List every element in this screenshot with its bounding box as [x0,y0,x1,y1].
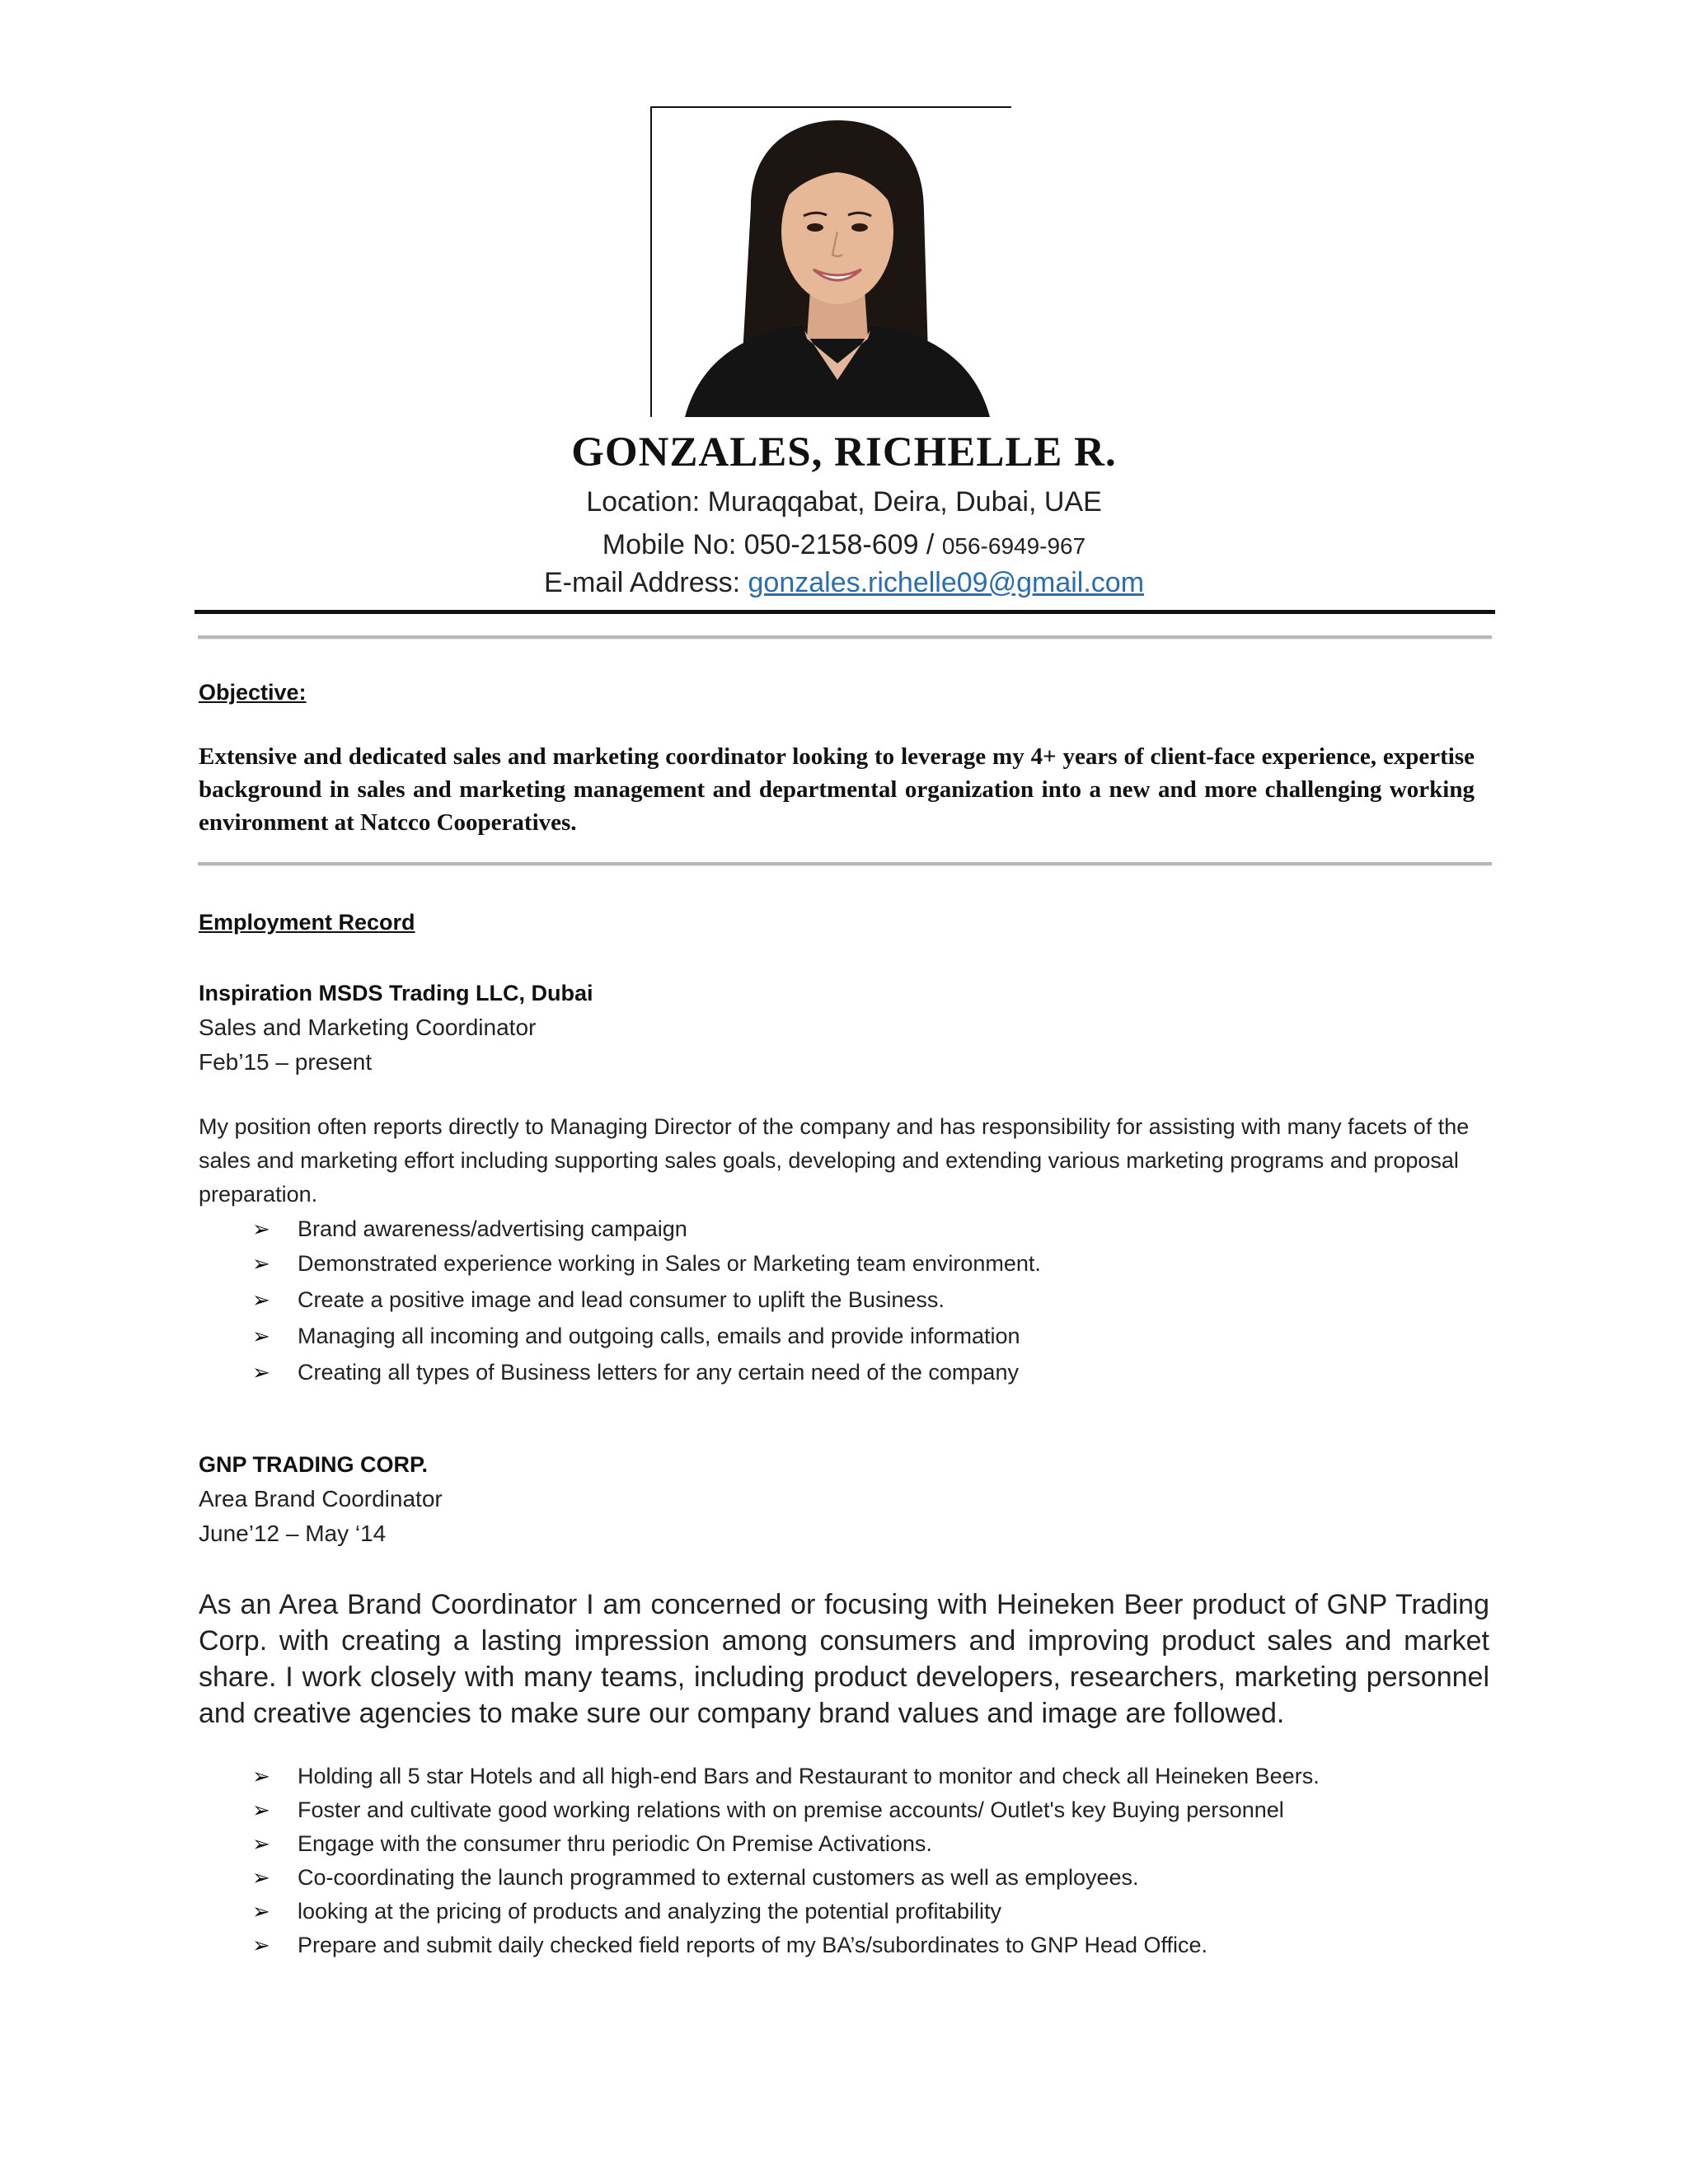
bullet-text: Brand awareness/advertising campaign [298,1216,687,1241]
job-entry-1 [199,976,1484,1080]
job-bullets-1 [199,1212,1484,1391]
email-link[interactable]: gonzales.richelle09@gmail.com [748,567,1145,598]
job-company: GNP TRADING CORP. [199,1452,429,1477]
list-item [199,1355,1484,1391]
job-description-1: My position often reports directly to Managing Director of the company and has responsibility for assisting with many facets of the sales and marketing effort including supporting sales goals, developing and extending various marketing programs and proposal preparation. [199,1114,1470,1207]
bullet-text: Prepare and submit daily checked field reports of my BA’s/subordinates to GNP Head Office. [298,1933,1208,1957]
arrow-bullet-icon: ➢ [252,1831,270,1856]
objective-text: Extensive and dedicated sales and marketing coordinator looking to leverage my 4+ years of client-face experience, expertise background in sales and marketing management and departmental organization into a new and more challenging working environment at Natcco Cooperatives. [199,743,1475,836]
arrow-bullet-icon: ➢ [252,1933,270,1957]
portrait-illustration [652,108,1011,417]
arrow-bullet-icon: ➢ [252,1797,270,1822]
list-item [199,1827,1484,1861]
location-line: Location: Muraqqabat, Deira, Dubai, UAE [586,486,1102,518]
list-item [199,1929,1484,1962]
arrow-bullet-icon: ➢ [252,1899,270,1924]
employment-heading: Employment Record [199,910,415,935]
list-item [199,1760,1484,1793]
bullet-text: Engage with the consumer thru periodic On Premise Activations. [298,1831,932,1856]
job-role: Area Brand Coordinator [199,1486,443,1511]
list-item [199,1861,1484,1895]
bullet-text: Creating all types of Business letters for any certain need of the company [298,1360,1019,1385]
bullet-text: Holding all 5 star Hotels and all high-end Bars and Restaurant to monitor and check all Heineken Beers. [298,1764,1320,1788]
email-label: E-mail Address: [543,567,748,598]
arrow-bullet-icon: ➢ [252,1251,270,1276]
arrow-bullet-icon: ➢ [252,1865,270,1890]
list-item [199,1319,1484,1355]
job-role: Sales and Marketing Coordinator [199,1015,537,1040]
profile-photo [650,106,1011,417]
arrow-bullet-icon: ➢ [252,1764,270,1788]
divider-objective [198,862,1492,866]
job-dates: Feb’15 – present [199,1049,373,1075]
bullet-text: Create a positive image and lead consumer to uplift the Business. [298,1287,945,1312]
candidate-name: GONZALES, RICHELLE R. [571,429,1117,476]
bullet-text: Co-coordinating the launch programmed to external customers as well as employees. [298,1865,1139,1890]
mobile-secondary: 056-6949-967 [941,533,1086,559]
objective-heading: Objective: [199,680,307,705]
job-bullets-2 [199,1760,1484,1962]
mobile-line [0,529,1688,561]
bullet-text: Demonstrated experience working in Sales or Marketing team environment. [298,1251,1041,1276]
list-item [199,1282,1484,1319]
job-description-2: As an Area Brand Coordinator I am concerned or focusing with Heineken Beer product of GNP Trading Corp. with creating a lasting impression among consumers and improving product sales and market share. I work closely with many teams, including product developers, researchers, marketing personnel and creative agencies to make sure our company brand values and image are followed. [199,1589,1489,1729]
list-item [199,1793,1484,1827]
arrow-bullet-icon: ➢ [252,1324,270,1348]
header-divider [195,610,1495,614]
bullet-text: Foster and cultivate good working relations with on premise accounts/ Outlet's key Buying personnel [298,1797,1284,1822]
divider-top [198,635,1492,640]
list-item [199,1246,1484,1282]
bullet-text: Managing all incoming and outgoing calls, emails and provide information [298,1324,1020,1348]
bullet-text: looking at the pricing of products and analyzing the potential profitability [298,1899,1002,1924]
list-item [199,1212,1484,1246]
email-line [0,567,1688,599]
job-entry-2 [199,1447,1484,1551]
arrow-bullet-icon: ➢ [252,1287,270,1312]
arrow-bullet-icon: ➢ [252,1360,270,1385]
list-item [199,1895,1484,1929]
mobile-primary: Mobile No: 050-2158-609 / [602,529,942,560]
arrow-bullet-icon: ➢ [252,1216,270,1241]
job-company: Inspiration MSDS Trading LLC, Dubai [199,981,593,1005]
job-dates: June’12 – May ‘14 [199,1521,387,1546]
